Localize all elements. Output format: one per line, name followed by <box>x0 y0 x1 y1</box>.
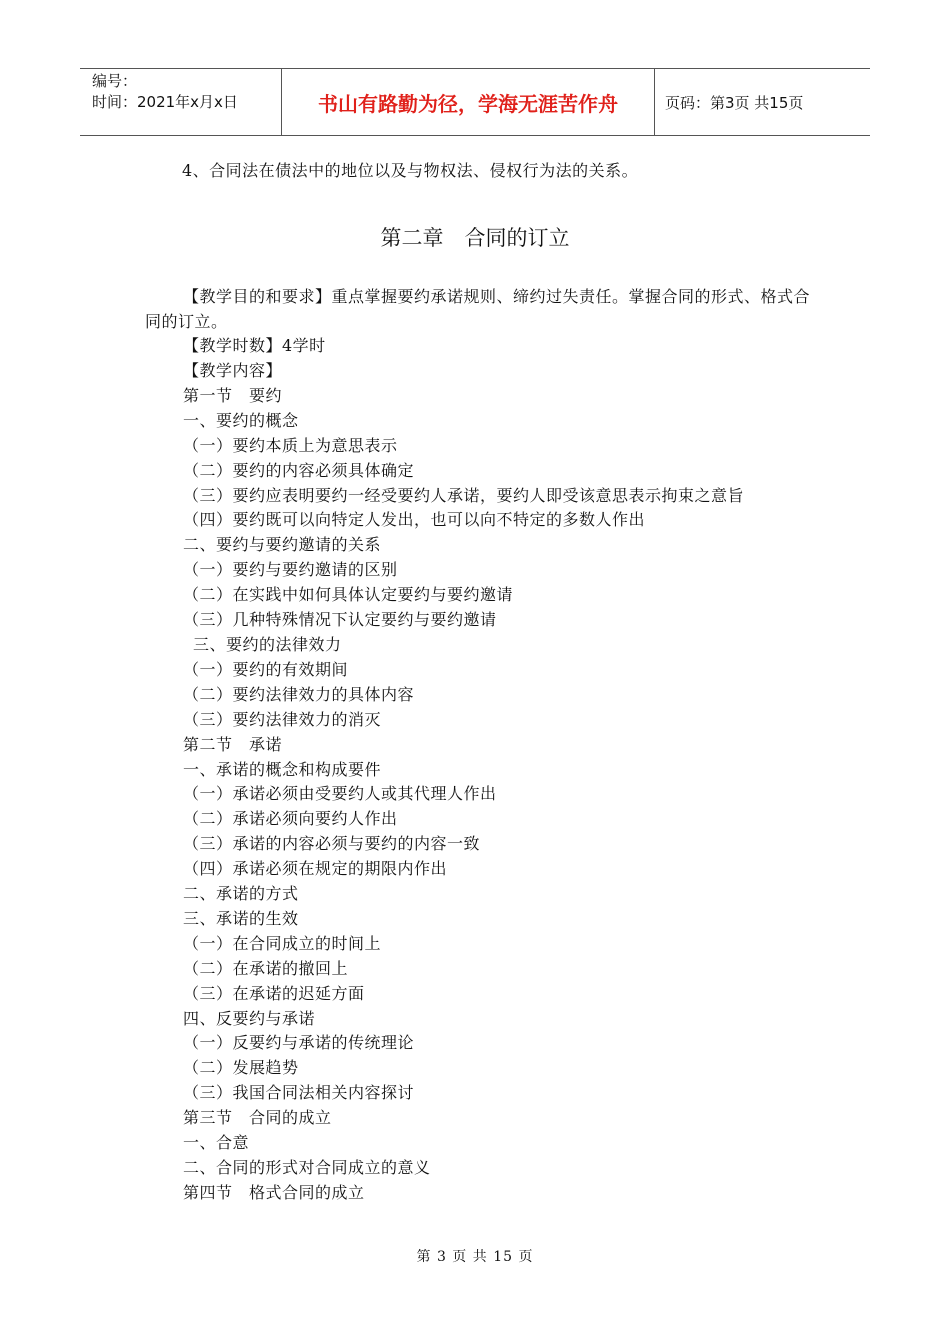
list-item: 二、承诺的方式 <box>183 884 299 904</box>
document-body <box>145 284 810 1206</box>
list-item: （二）要约法律效力的具体内容 <box>183 684 415 704</box>
list-item: 一、要约的概念 <box>183 410 299 430</box>
list-item: 【教学内容】 <box>183 360 283 380</box>
list-item: （一）要约与要约邀请的区别 <box>183 560 398 580</box>
list-item: （二）承诺必须向要约人作出 <box>183 809 398 829</box>
objective-paragraph: 【教学目的和要求】重点掌握要约承诺规则、缔约过失责任。掌握合同的形式、格式合同的订立。 <box>145 287 811 331</box>
list-item: 三、承诺的生效 <box>183 908 299 928</box>
list-item: 三、要约的法律效力 <box>193 634 342 654</box>
section-heading: 第三节 合同的成立 <box>183 1108 332 1128</box>
section-heading: 第四节 格式合同的成立 <box>183 1182 365 1202</box>
list-item: 一、承诺的概念和构成要件 <box>183 759 382 779</box>
page-footer: 第 3 页 共 15 页 <box>416 1249 534 1265</box>
list-item: 一、合意 <box>183 1133 250 1153</box>
list-item: （二）在实践中如何具体认定要约与要约邀请 <box>183 585 514 605</box>
list-item: （一）要约本质上为意思表示 <box>183 435 398 455</box>
list-item: （三）要约法律效力的消灭 <box>183 709 382 729</box>
section-heading: 第一节 要约 <box>183 385 283 405</box>
list-item: （二）要约的内容必须具体确定 <box>183 460 415 480</box>
chapter-title: 第二章 合同的订立 <box>380 226 570 250</box>
list-item: （一）在合同成立的时间上 <box>183 933 382 953</box>
list-item: （二）在承诺的撤回上 <box>183 958 349 978</box>
list-item: 二、合同的形式对合同成立的意义 <box>183 1158 431 1177</box>
list-item: （三）几种特殊情况下认定要约与要约邀请 <box>183 610 497 630</box>
list-item: （二）发展趋势 <box>183 1058 299 1078</box>
serial-label: 编号： <box>92 72 138 90</box>
list-item: （三）要约应表明要约一经受要约人承诺，要约人即受该意思表示拘束之意旨 <box>183 486 745 506</box>
date-label: 时间：2021年x月x日 <box>92 93 238 111</box>
list-item: （三）我国合同法相关内容探讨 <box>183 1083 415 1103</box>
header-page-label: 页码：第3页 共15页 <box>665 93 804 112</box>
header-meta <box>80 69 282 135</box>
list-item: （一）承诺必须由受要约人或其代理人作出 <box>183 784 497 804</box>
list-item: （一）要约的有效期间 <box>183 659 349 679</box>
list-item: （一）反要约与承诺的传统理论 <box>183 1033 415 1053</box>
list-item: （四）要约既可以向特定人发出，也可以向不特定的多数人作出 <box>183 510 646 530</box>
list-item: 【教学时数】4学时 <box>183 336 326 355</box>
list-item: （四）承诺必须在规定的期限内作出 <box>183 859 448 879</box>
intro-line: 4、合同法在债法中的地位以及与物权法、侵权行为法的关系。 <box>182 161 639 180</box>
list-item: （三）在承诺的迟延方面 <box>183 983 365 1003</box>
section-heading: 第二节 承诺 <box>183 734 283 754</box>
list-item: 四、反要约与承诺 <box>183 1008 316 1028</box>
list-item: 二、要约与要约邀请的关系 <box>183 535 382 555</box>
page-header <box>80 68 870 136</box>
list-item: （三）承诺的内容必须与要约的内容一致 <box>183 834 481 854</box>
header-motto: 书山有路勤为径，学海无涯苦作舟 <box>282 69 655 135</box>
